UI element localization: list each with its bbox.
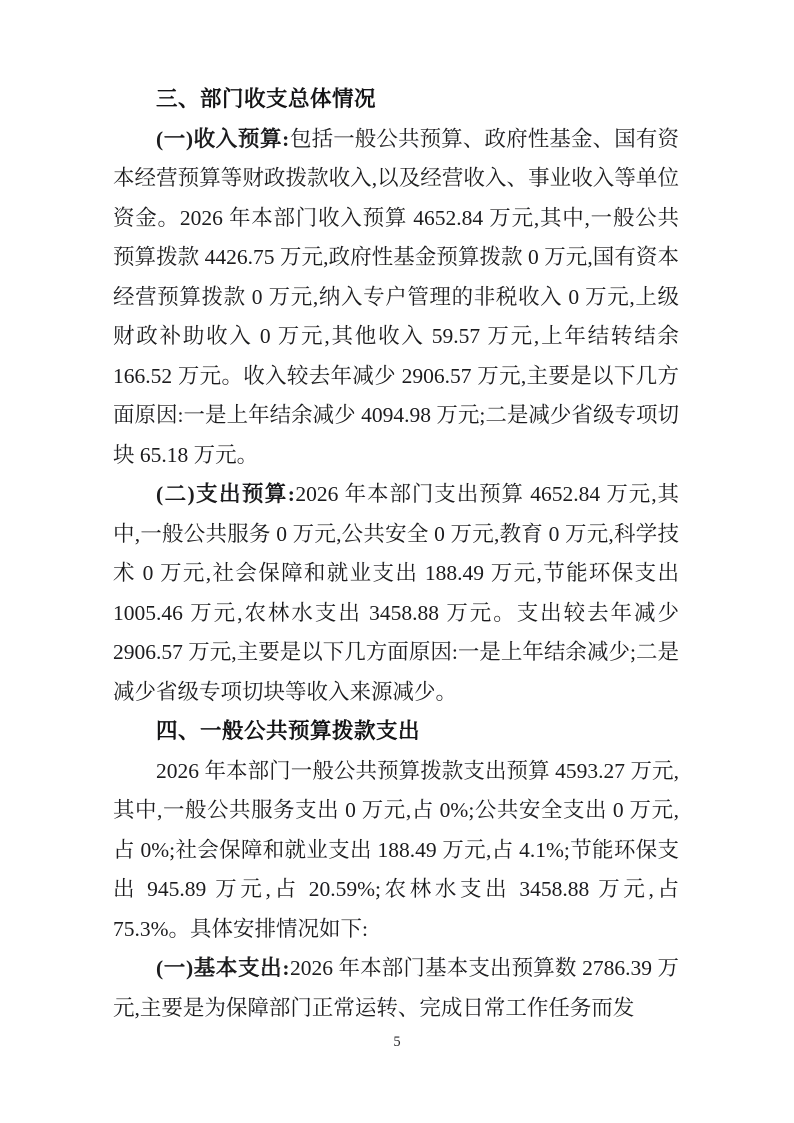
paragraph-income-budget xyxy=(113,120,679,476)
expenditure-budget-text: 2026 年本部门支出预算 4652.84 万元,其中,一般公共服务 0 万元,公共安全 0 万元,教育 0 万元,科学技术 0 万元,社会保障和就业支出 188.49 万元,节能环保支出 1005.46 万元,农林水支出 3458.88 万元。支出较去年减少 2906.57 万元,主要是以下几方面原因:一是上年结余减少;二是减少省级专项切块等收入来源减少。 xyxy=(113,482,679,704)
page-number: 5 xyxy=(393,1034,401,1050)
paragraph-basic-expenditure xyxy=(113,949,679,1028)
section-heading-overall-income-expense: 三、部门收支总体情况 xyxy=(156,87,377,111)
document-body xyxy=(113,80,679,1028)
income-budget-lead-label: (一)收入预算: xyxy=(156,126,290,151)
basic-expenditure-text: 2026 年本部门基本支出预算数 2786.39 万元,主要是为保障部门正常运转、完成日常工作任务而发 xyxy=(113,956,679,1020)
basic-expenditure-lead-label: (一)基本支出: xyxy=(156,956,290,980)
paragraph-general-budget: 2026 年本部门一般公共预算拨款支出预算 4593.27 万元,其中,一般公共服务支出 0 万元,占 0%;公共安全支出 0 万元,占 0%;社会保障和就业支出 188.49 万元,占 4.1%;节能环保支出 945.89 万元,占 20.59%;农林水支出 3458.88 万元,占 75.3%。具体安排情况如下: xyxy=(113,758,679,941)
income-budget-text: 包括一般公共预算、政府性基金、国有资本经营预算等财政拨款收入,以及经营收入、事业收入等单位资金。2026 年本部门收入预算 4652.84 万元,其中,一般公共预算拨款 4426.75 万元,政府性基金预算拨款 0 万元,国有资本经营预算拨款 0 万元,纳入专户管理的非税收入 0 万元,上级财政补助收入 0 万元,其他收入 59.57 万元,上年结转结余 166.52 万元。收入较去年减少 2906.57 万元,主要是以下几方面原因:一是上年结余减少 4094.98 万元;二是减少省级专项切块 65.18 万元。 xyxy=(113,126,679,467)
expenditure-budget-lead-label: (二)支出预算: xyxy=(156,482,296,506)
section-heading-general-public-budget: 四、一般公共预算拨款支出 xyxy=(156,719,421,743)
paragraph-expenditure-budget xyxy=(113,475,679,712)
